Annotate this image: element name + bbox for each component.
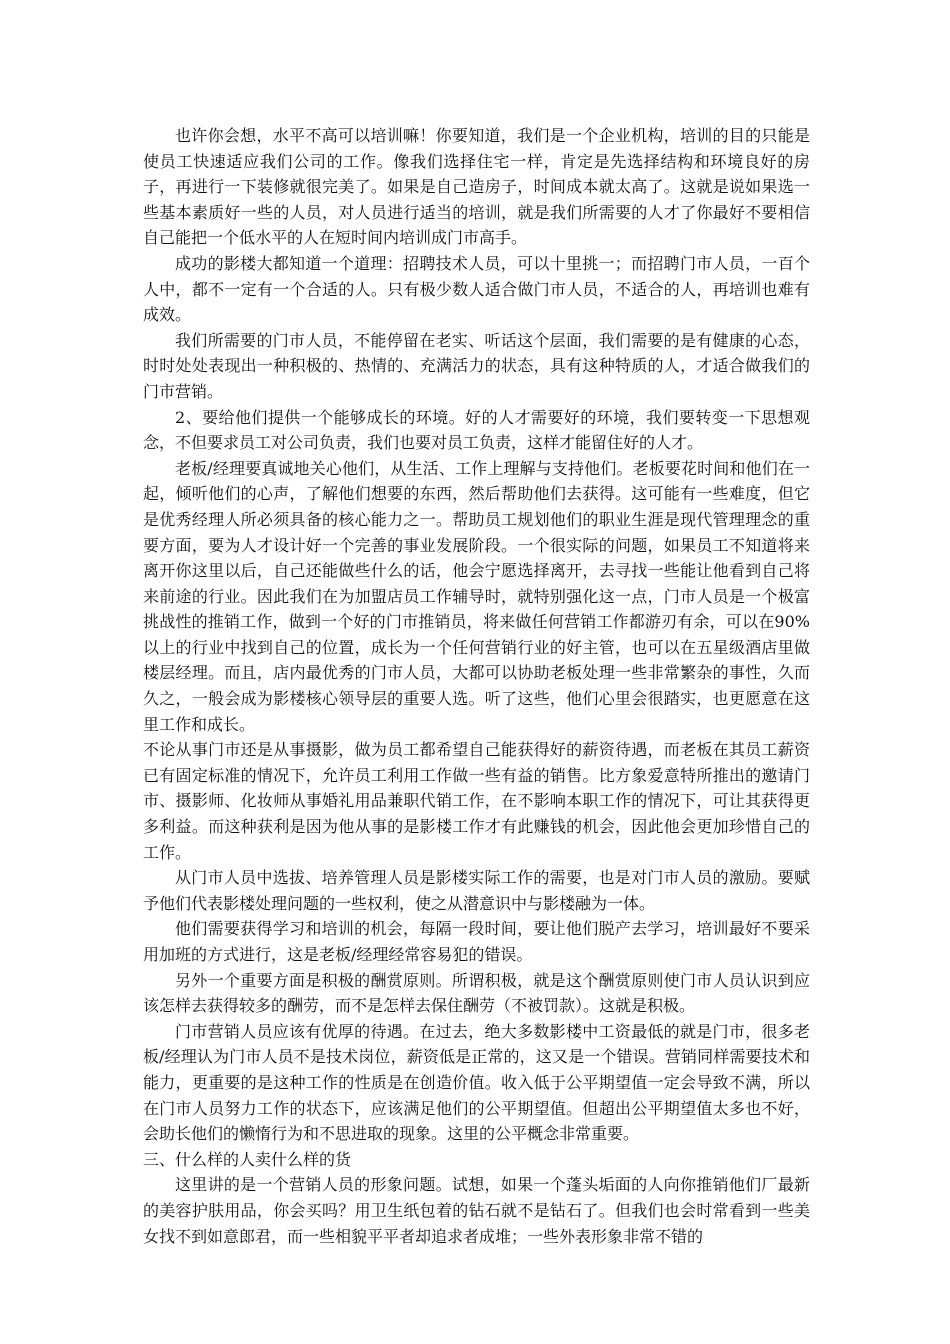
paragraph: 另外一个重要方面是积极的酬赏原则。所谓积极，就是这个酬赏原则使门市人员认识到应该怎样去获得较多的酬劳，而不是怎样去保住酬劳（不被罚款）。这就是积极。	[143, 970, 810, 1016]
paragraph: 老板/经理要真诚地关心他们，从生活、工作上理解与支持他们。老板要花时间和他们在一起，倾听他们的心声，了解他们想要的东西，然后帮助他们去获得。这可能有一些难度，但它是优秀经理人所必须具备的核心能力之一。帮助员工规划他们的职业生涯是现代管理理念的重要方面，要为人才设计好一个完善的事业发展阶段。一个很实际的问题，如果员工不知道将来离开你这里以后，自己还能做些什么的话，他会宁愿选择离开，去寻找一些能让他看到自己将来前途的行业。因此我们在为加盟店员工作辅导时，就特别强化这一点，门市人员是一个极富挑战性的推销工作，做到一个好的门市推销员，将来做任何营销工作都游刃有余，可以在90%以上的行业中找到自己的位置，成长为一个任何营销行业的好主管，也可以在五星级酒店里做楼层经理。而且，店内最优秀的门市人员，大都可以协助老板处理一些非常繁杂的事性，久而久之，一般会成为影楼核心领导层的重要人选。听了这些，他们心里会很踏实，也更愿意在这里工作和成长。	[143, 458, 810, 734]
paragraph: 他们需要获得学习和培训的机会，每隔一段时间，要让他们脱产去学习，培训最好不要采用加班的方式进行，这是老板/经理经常容易犯的错误。	[143, 919, 810, 964]
paragraph: 2、要给他们提供一个能够成长的环境。好的人才需要好的环境，我们要转变一下思想观念，不但要求员工对公司负责，我们也要对员工负责，这样才能留住好的人才。	[143, 407, 810, 453]
paragraph: 这里讲的是一个营销人员的形象问题。试想，如果一个蓬头垢面的人向你推销他们厂最新的美容护肤用品，你会买吗？用卫生纸包着的钻石就不是钻石了。但我们也会时常看到一些美女找不到如意郎君，而一些相貌平平者却追求者成堆；一些外表形象非常不错的	[143, 1175, 810, 1246]
paragraph: 从门市人员中选拔、培养管理人员是影楼实际工作的需要，也是对门市人员的激励。要赋予他们代表影楼处理问题的一些权利，使之从潜意识中与影楼融为一体。	[143, 868, 810, 913]
section-heading: 三、什么样的人卖什么样的货	[143, 1149, 352, 1169]
paragraph: 我们所需要的门市人员，不能停留在老实、听话这个层面，我们需要的是有健康的心态，时时处处表现出一种积极的、热情的、充满活力的状态，具有这种特质的人，才适合做我们的门市营销。	[143, 330, 810, 401]
paragraph: 也许你会想，水平不高可以培训嘛！你要知道，我们是一个企业机构，培训的目的只能是使员工快速适应我们公司的工作。像我们选择住宅一样，肯定是先选择结构和环境良好的房子，再进行一下装修就很完美了。如果是自己造房子，时间成本就太高了。这就是说如果选一些基本素质好一些的人员，对人员进行适当的培训，就是我们所需要的人才了你最好不要相信自己能把一个低水平的人在短时间内培训成门市高手。	[143, 126, 810, 248]
paragraph: 成功的影楼大都知道一个道理：招聘技术人员，可以十里挑一；而招聘门市人员，一百个人中，都不一定有一个合适的人。只有极少数人适合做门市人员，不适合的人，再培训也难有成效。	[143, 253, 810, 325]
paragraph: 门市营销人员应该有优厚的待遇。在过去，绝大多数影楼中工资最低的就是门市，很多老板/经理认为门市人员不是技术岗位，薪资低是正常的，这又是一个错误。营销同样需要技术和能力，更重要的是这种工作的性质是在创造价值。收入低于公平期望值一定会导致不满，所以在门市人员努力工作的状态下，应该满足他们的公平期望值。但超出公平期望值太多也不好，会助长他们的懒惰行为和不思进取的现象。这里的公平概念非常重要。	[143, 1021, 810, 1144]
paragraph: 不论从事门市还是从事摄影，做为员工都希望自己能获得好的薪资待遇，而老板在其员工薪资已有固定标准的情况下，允许员工利用工作做一些有益的销售。比方象爱意特所推出的邀请门市、摄影师、化妆师从事婚礼用品兼职代销工作，在不影响本职工作的情况下，可让其获得更多利益。而这种获利是因为他从事的是影楼工作才有此赚钱的机会，因此他会更加珍惜自己的工作。	[143, 740, 810, 862]
document-body	[143, 123, 810, 1249]
